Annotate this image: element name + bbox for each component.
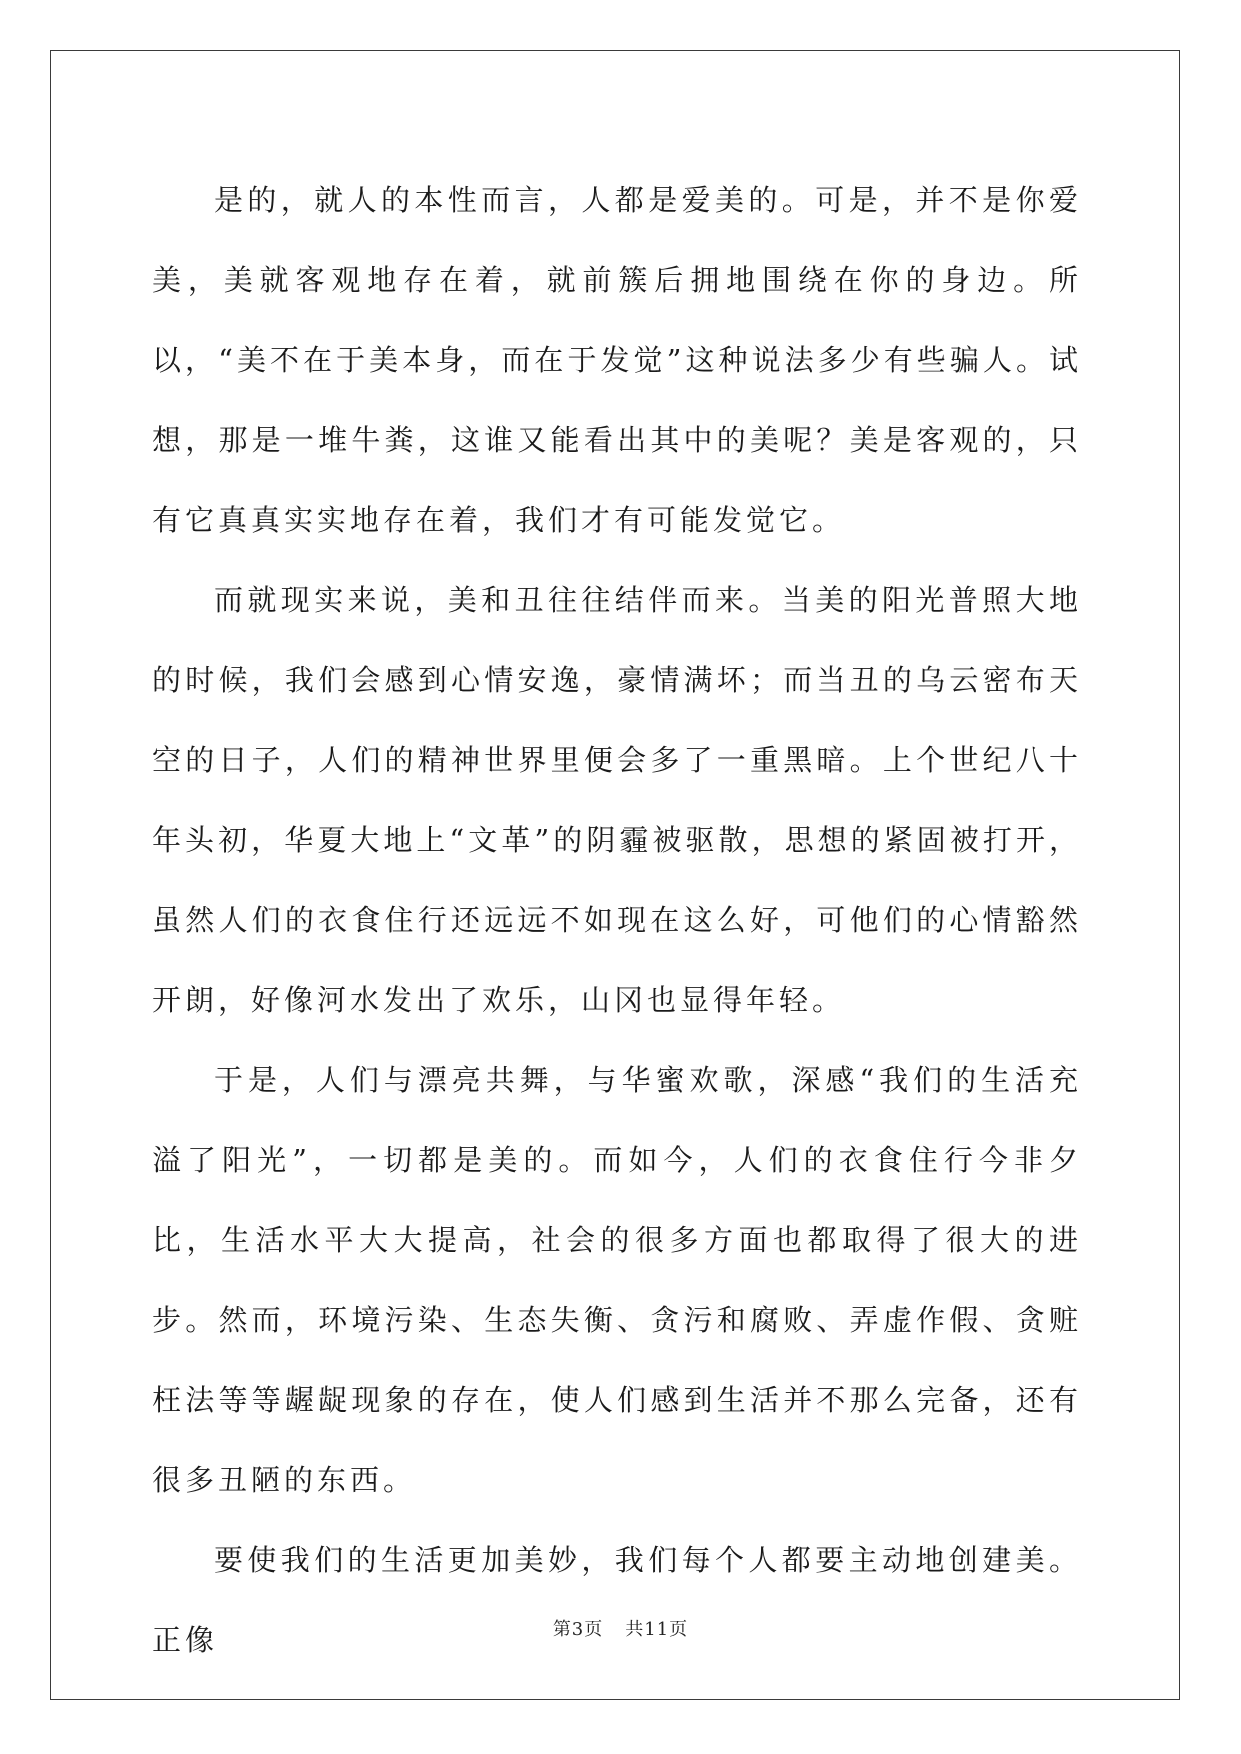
paragraph-2: 而就现实来说，美和丑往往结伴而来。当美的阳光普照大地的时候，我们会感到心情安逸，豪情满坏；而当丑的乌云密布天空的日子，人们的精神世界里便会多了一重黑暗。上个世纪八十年头初，华夏大地上“文革”的阴霾被驱散，思想的紧固被打开，虽然人们的衣食住行还远远不如现在这么好，可他们的心情豁然开朗，好像河水发出了欢乐，山冈也显得年轻。 — [152, 583, 1082, 1017]
page-total: 共11页 — [625, 1619, 689, 1640]
page-number: 第3页 — [552, 1619, 604, 1640]
document-body — [152, 160, 1082, 1680]
paragraph-4: 要使我们的生活更加美妙，我们每个人都要主动地创建美。正像 — [152, 1543, 1082, 1657]
paragraph-3: 于是，人们与漂亮共舞，与华蜜欢歌，深感“我们的生活充溢了阳光”，一切都是美的。而如今，人们的衣食住行今非夕比，生活水平大大提高，社会的很多方面也都取得了很大的进步。然而，环境污染、生态失衡、贪污和腐败、弄虚作假、贪赃枉法等等龌龊现象的存在，使人们感到生活并不那么完备，还有很多丑陋的东西。 — [152, 1063, 1082, 1497]
paragraph-1: 是的，就人的本性而言，人都是爱美的。可是，并不是你爱美，美就客观地存在着，就前簇后拥地围绕在你的身边。所以，“美不在于美本身，而在于发觉”这种说法多少有些骗人。试想，那是一堆牛粪，这谁又能看出其中的美呢？美是客观的，只有它真真实实地存在着，我们才有可能发觉它。 — [152, 183, 1082, 537]
page-footer — [0, 1615, 1241, 1641]
